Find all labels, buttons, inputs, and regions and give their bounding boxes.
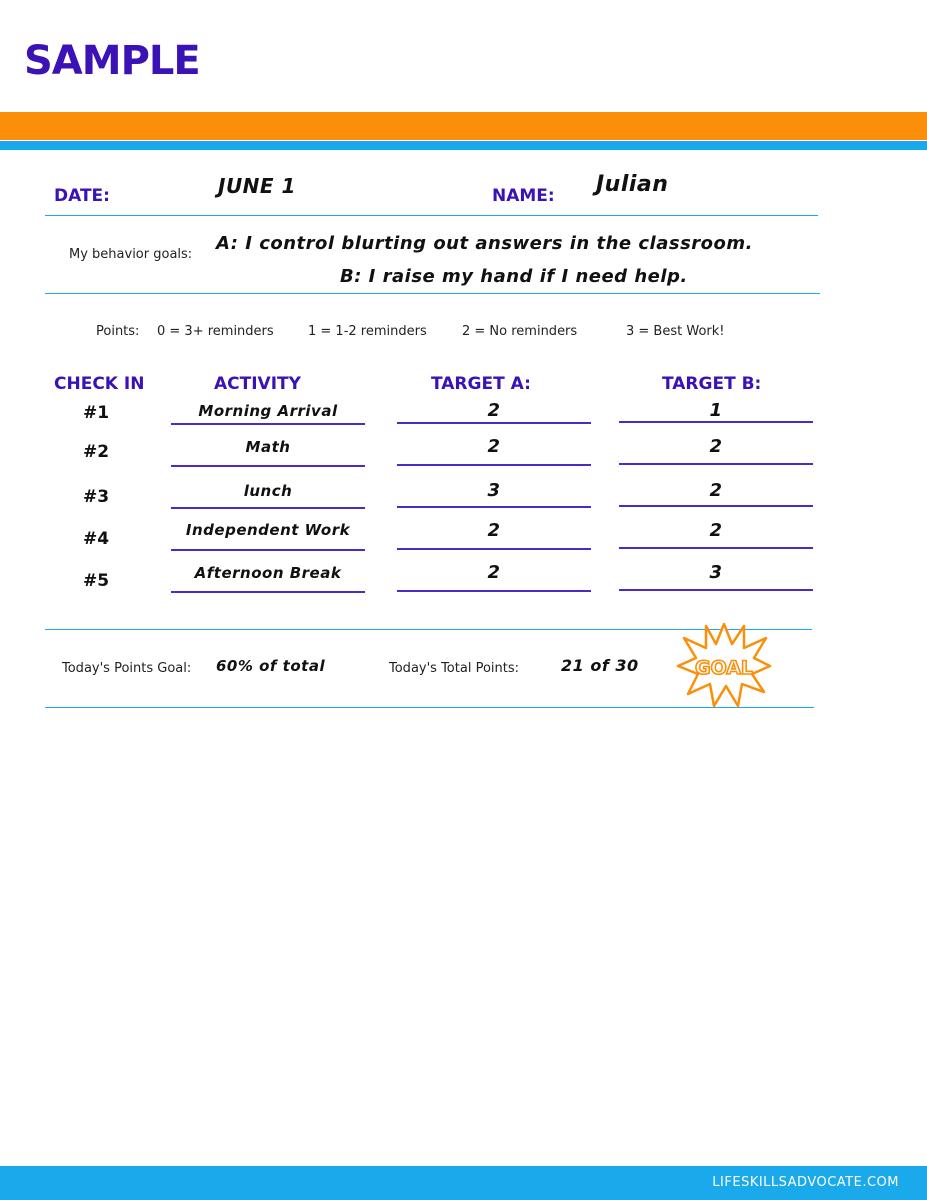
name-value: Julian — [596, 172, 669, 197]
activity-value: lunch — [243, 482, 293, 500]
target-b-value: 2 — [709, 436, 723, 457]
checkin-number: #3 — [82, 487, 110, 507]
points-goal-label: Today's Points Goal: — [62, 661, 192, 676]
target-b-value: 3 — [709, 562, 723, 583]
goal-b-text: B: I raise my hand if I need help. — [340, 266, 688, 287]
goal-badge-text: GOAL — [694, 657, 754, 679]
target-a-value: 2 — [487, 400, 501, 421]
target-b-value: 2 — [709, 520, 723, 541]
target-a-line — [397, 590, 591, 592]
header-checkin: CHECK IN — [54, 374, 145, 394]
activity-line — [171, 549, 365, 551]
target-b-line — [619, 505, 813, 507]
points-key-item: 1 = 1-2 reminders — [308, 324, 427, 339]
points-key-item: 3 = Best Work! — [626, 324, 725, 339]
target-a-line — [397, 464, 591, 466]
goal-a-text: A: I control blurting out answers in the classroom. — [216, 233, 753, 254]
target-b-line — [619, 547, 813, 549]
activity-line — [171, 423, 365, 425]
points-key-item: 0 = 3+ reminders — [157, 324, 274, 339]
points-goal-value: 60% of total — [216, 657, 326, 675]
activity-value: Independent Work — [185, 521, 351, 539]
activity-value: Morning Arrival — [198, 402, 338, 420]
target-b-value: 2 — [709, 480, 723, 501]
checkin-number: #1 — [82, 403, 110, 423]
target-a-value: 2 — [487, 436, 501, 457]
goal-starburst-icon — [676, 620, 772, 710]
activity-value: Math — [245, 438, 291, 456]
checkin-number: #5 — [82, 571, 110, 591]
checkin-number: #2 — [82, 442, 110, 462]
total-points-label: Today's Total Points: — [389, 661, 519, 676]
target-a-value: 2 — [487, 562, 501, 583]
activity-line — [171, 465, 365, 467]
activity-line — [171, 591, 365, 593]
page-title: SAMPLE — [24, 38, 200, 84]
target-a-line — [397, 506, 591, 508]
total-points-value: 21 of 30 — [561, 656, 639, 675]
points-label: Points: — [96, 324, 140, 339]
header-orange-bar — [0, 112, 927, 140]
header-blue-bar — [0, 141, 927, 150]
target-b-line — [619, 463, 813, 465]
checkin-number: #4 — [82, 529, 110, 549]
activity-line — [171, 507, 365, 509]
header-activity: ACTIVITY — [214, 374, 301, 394]
target-b-line — [619, 421, 813, 423]
target-b-value: 1 — [709, 400, 723, 421]
header-target-a: TARGET A: — [431, 374, 531, 394]
name-label: NAME: — [492, 186, 555, 206]
target-a-value: 2 — [487, 520, 501, 541]
target-a-line — [397, 548, 591, 550]
date-label: DATE: — [54, 186, 110, 206]
footer-site-link[interactable]: LIFESKILLSADVOCATE.COM — [712, 1175, 899, 1190]
points-key-item: 2 = No reminders — [462, 324, 578, 339]
divider-line — [45, 707, 814, 708]
date-value: JUNE 1 — [218, 174, 296, 198]
target-b-line — [619, 589, 813, 591]
activity-value: Afternoon Break — [194, 564, 342, 582]
target-a-line — [397, 422, 591, 424]
divider-line — [45, 215, 818, 216]
behavior-goals-label: My behavior goals: — [69, 247, 193, 262]
header-target-b: TARGET B: — [662, 374, 762, 394]
divider-line — [45, 293, 820, 294]
target-a-value: 3 — [487, 480, 501, 501]
